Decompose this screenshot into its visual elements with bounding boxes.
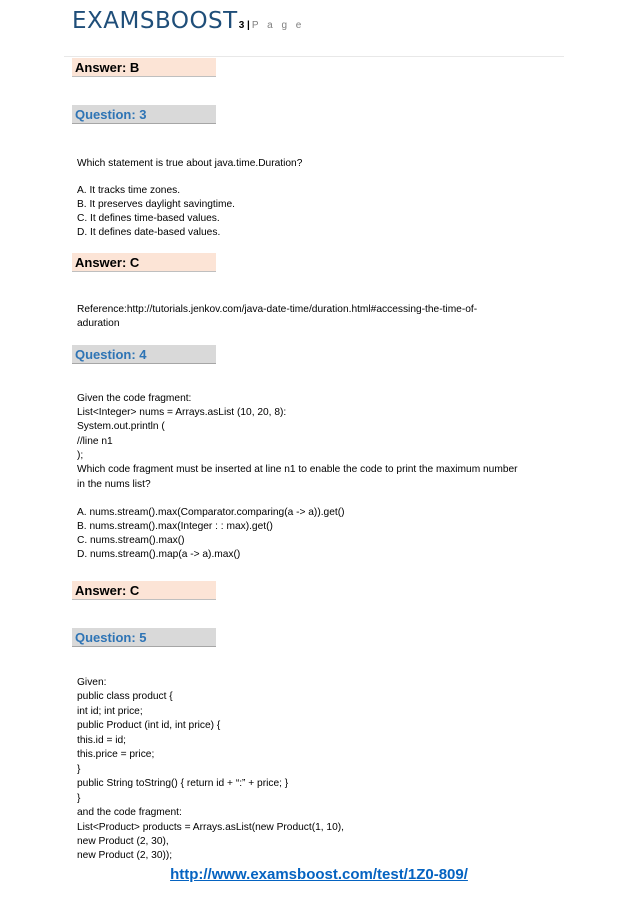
reference-line: aduration [77, 318, 120, 329]
code-line: //line n1 [77, 436, 113, 447]
reference-line: Reference:http://tutorials.jenkov.com/java-date-time/duration.html#accessing-the-time-of- [77, 304, 478, 315]
question-text: and the code fragment: [77, 807, 182, 818]
page-header [72, 8, 304, 44]
brand-logo: EXAMSBOOST [72, 8, 238, 34]
footer-link[interactable]: http://www.examsboost.com/test/1Z0-809/ [170, 866, 468, 883]
code-line: public Product (int id, int price) { [77, 720, 221, 731]
code-line: } [77, 793, 81, 804]
code-line: new Product (2, 30)); [77, 850, 173, 861]
code-line: List<Integer> nums = Arrays.asList (10, 20, 8): [77, 407, 287, 418]
code-line: System.out.println ( [77, 421, 165, 432]
question-heading: Question: 5 [72, 628, 216, 647]
answer-heading: Answer: C [72, 253, 216, 272]
code-line: int id; int price; [77, 706, 143, 717]
code-line: List<Product> products = Arrays.asList(new Product(1, 10), [77, 822, 344, 833]
option-b: B. It preserves daylight savingtime. [77, 199, 235, 210]
code-line: public class product { [77, 691, 173, 702]
code-line: } [77, 764, 81, 775]
code-line: ); [77, 450, 84, 461]
option-b: B. nums.stream().max(Integer : : max).get() [77, 521, 273, 532]
question-text: Which statement is true about java.time.Duration? [77, 158, 303, 169]
code-line: new Product (2, 30), [77, 836, 169, 847]
option-c: C. It defines time-based values. [77, 213, 220, 224]
page-number: 3 | [238, 20, 250, 31]
question-heading: Question: 4 [72, 345, 216, 364]
code-line: public String toString() { return id + “:” + price; } [77, 778, 289, 789]
option-a: A. nums.stream().max(Comparator.comparing(a -> a)).get() [77, 507, 345, 518]
code-line: this.id = id; [77, 735, 126, 746]
question-text: Given: [77, 677, 107, 688]
option-a: A. It tracks time zones. [77, 185, 181, 196]
question-text: in the nums list? [77, 479, 151, 490]
header-divider [64, 56, 564, 57]
answer-heading: Answer: C [72, 581, 216, 600]
answer-heading: Answer: B [72, 58, 216, 77]
option-c: C. nums.stream().max() [77, 535, 185, 546]
question-text: Given the code fragment: [77, 393, 192, 404]
question-text: Which code fragment must be inserted at line n1 to enable the code to print the maximum number [77, 464, 518, 475]
option-d: D. It defines date-based values. [77, 227, 221, 238]
option-d: D. nums.stream().map(a -> a).max() [77, 549, 241, 560]
code-line: this.price = price; [77, 749, 155, 760]
question-heading: Question: 3 [72, 105, 216, 124]
page-label: P a g e [251, 20, 305, 31]
